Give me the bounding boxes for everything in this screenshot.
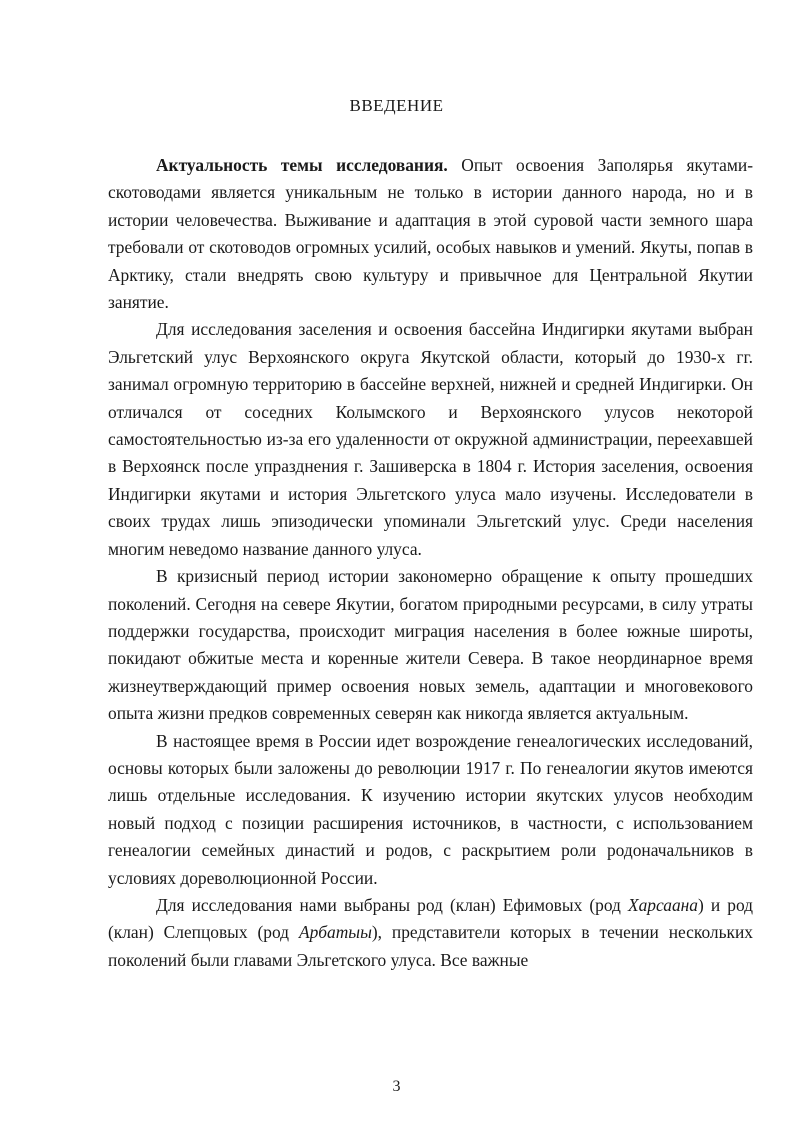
- section-heading: ВВЕДЕНИЕ: [349, 96, 444, 115]
- clans-text-2: ) и род (клан) Слепцовых (род: [108, 894, 753, 943]
- clan-name-arbatyy: Арбатыы: [298, 922, 372, 943]
- paragraph-genealogy: В настоящее время в России идет возрождение генеалогических исследований, основы которых были заложены до революции 1917 г. По генеалогии якутов имеются лишь отдельные исследования. К изучению истории якутских улусов необходим новый подход с позиции расширения источников, в частности, с использованием генеалогии семейных династий и родов, с раскрытием роли родоначальников в условиях дореволюционной России.: [108, 730, 753, 888]
- paragraph-crisis-period: В кризисный период истории закономерно обращение к опыту прошедших поколений. Сегодня на севере Якутии, богатом природными ресурсами, в силу утраты поддержки государства, происходит миграция населения в более южные широты, покидают обжитые места и коренные жители Севера. В такое неординарное время жизнеутверждающий пример освоения новых земель, адаптации и многовекового опыта жизни предков современных северян как никогда является актуальным.: [108, 566, 753, 724]
- clans-text-1: Для исследования нами выбраны род (клан) Ефимовых (род: [156, 894, 628, 915]
- paragraph-relevance: [108, 152, 753, 316]
- relevance-text: Опыт освоения Заполярья якутами-скотоводами является уникальным не только в истории данного народа, но и в истории человечества. Выживание и адаптация в этой суровой части земного шара требовали от скотоводов огромных усилий, особых навыков и умений. Якуты, попав в Арктику, стали внедрять свою культуру и привычное для Центральной Якутии занятие.: [108, 155, 754, 313]
- clan-name-kharsaana: Харсаана: [627, 894, 698, 915]
- paragraph-elget-ulus: Для исследования заселения и освоения бассейна Индигирки якутами выбран Эльгетский улус Верхоянского округа Якутской области, который до 1930-х гг. занимал огромную территорию в бассейне верхней, нижней и средней Индигирки. Он отличался от соседних Колымского и Верхоянского улусов некоторой самостоятельностью из-за его удаленности от окружной администрации, переехавшей в Верхоянск после упразднения г. Зашиверска в 1804 г. История заселения, освоения Индигирки якутами и история Эльгетского улуса мало изучены. Исследователи в своих трудах лишь эпизодически упоминали Эльгетский улус. Среди населения многим неведомо название данного улуса.: [108, 319, 753, 559]
- clans-text-3: ), представители которых в течении нескольких поколений были главами Эльгетского улуса. Все важные: [108, 922, 753, 970]
- body-text: [108, 152, 753, 974]
- paragraph-clans: [108, 892, 753, 974]
- relevance-lead: Актуальность темы исследования.: [156, 155, 448, 175]
- page-number: 3: [392, 1078, 401, 1095]
